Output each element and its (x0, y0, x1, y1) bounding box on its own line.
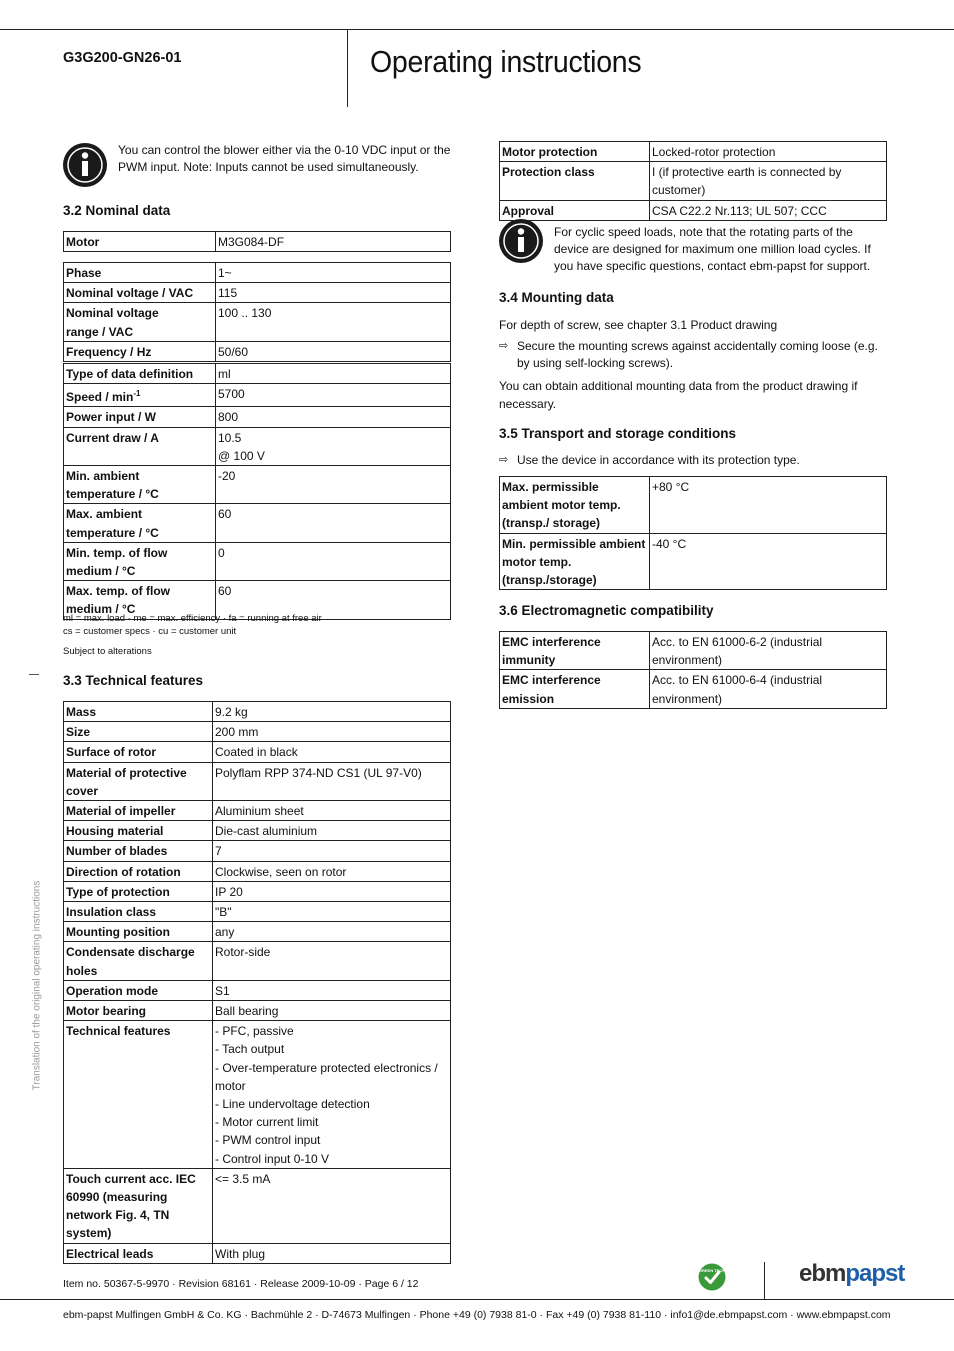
row-label: Min. permissible ambient motor temp. (transp./storage) (500, 533, 650, 590)
row-value: 9.2 kg (213, 702, 451, 722)
data-table (63, 363, 451, 620)
logo-papst: papst (845, 1260, 905, 1287)
row-value: With plug (213, 1243, 451, 1263)
row-value: S1 (213, 980, 451, 1000)
arrow-icon: ⇨ (499, 340, 509, 352)
row-label: Phase (64, 263, 216, 283)
row-label: Min. ambient temperature / °C (64, 466, 216, 504)
row-value: ml (216, 364, 451, 384)
row-value: -20 (216, 466, 451, 504)
logo-ebm: ebm (799, 1260, 846, 1287)
table-row (64, 1168, 451, 1243)
row-label: Frequency / Hz (64, 341, 216, 361)
table-row (64, 1243, 451, 1263)
row-label: Direction of rotation (64, 861, 213, 881)
transport-bullet (499, 452, 889, 469)
subject-to-alterations: Subject to alterations (63, 646, 152, 657)
emc-table (499, 631, 887, 709)
table-row (64, 542, 451, 580)
row-value: 0 (216, 542, 451, 580)
table-row (64, 861, 451, 881)
row-value: Ball bearing (213, 1001, 451, 1021)
row-label: Housing material (64, 821, 213, 841)
row-label: Insulation class (64, 902, 213, 922)
row-label: EMC interference emission (500, 670, 650, 708)
row-value: any (213, 922, 451, 942)
row-value: +80 °C (650, 477, 887, 534)
ebmpapst-logo (799, 1260, 904, 1288)
table-row (64, 821, 451, 841)
row-value: CSA C22.2 Nr.113; UL 507; CCC (650, 200, 887, 220)
row-label: Condensate discharge holes (64, 942, 213, 980)
info-icon-2 (499, 219, 543, 263)
electrical-table (63, 262, 451, 362)
footer-rule (0, 1299, 954, 1300)
row-label: Min. temp. of flow medium / °C (64, 542, 216, 580)
row-value: 50/60 (216, 341, 451, 361)
technical-table (63, 701, 451, 1264)
mounting-data-heading: 3.4 Mounting data (499, 290, 614, 305)
row-label: Operation mode (64, 980, 213, 1000)
sidebar-translation-note: Translation of the original operating instructions (31, 880, 43, 1091)
table-row (64, 263, 451, 283)
info-icon (63, 143, 107, 187)
row-label: Mounting position (64, 922, 213, 942)
green-tech-badge (698, 1263, 726, 1291)
table-row (64, 504, 451, 542)
row-value: 60 (216, 581, 451, 619)
row-value: Coated in black (213, 742, 451, 762)
row-value: -40 °C (650, 533, 887, 590)
row-label: Nominal voltage range / VAC (64, 303, 216, 341)
table-row (64, 702, 451, 722)
arrow-icon: ⇨ (499, 454, 509, 466)
table-row (64, 801, 451, 821)
table-row (64, 902, 451, 922)
legend-line-2: cs = customer specs · cu = customer unit (63, 626, 237, 637)
table-row (500, 162, 887, 200)
table-row (64, 303, 451, 341)
row-value: 7 (213, 841, 451, 861)
table-row (64, 942, 451, 980)
table-row (500, 533, 887, 590)
transport-table (499, 476, 887, 590)
row-value: "B" (213, 902, 451, 922)
table-row (64, 980, 451, 1000)
mounting-text-1: For depth of screw, see chapter 3.1 Product drawing (499, 318, 778, 332)
row-label: Motor (64, 232, 216, 252)
row-label: Technical features (64, 1021, 213, 1169)
row-label: Speed / $\min^{-1}$ (64, 384, 216, 407)
table-row (64, 427, 451, 465)
row-label: Nominal voltage / VAC (64, 283, 216, 303)
protection-table (499, 141, 887, 221)
row-label: Material of protective cover (64, 762, 213, 800)
row-value: 10.5 @ 100 V (216, 427, 451, 465)
row-value: Die-cast aluminium (213, 821, 451, 841)
row-value: 115 (216, 283, 451, 303)
doc-code: G3G200-GN26-01 (63, 50, 182, 66)
cyclic-load-note: For cyclic speed loads, note that the rotating parts of the device are designed for maximum one million load cycles. If you have specific questions, contact ebm-papst for support. (554, 225, 871, 273)
table-row (500, 632, 887, 670)
row-value: 800 (216, 407, 451, 427)
row-label: Mass (64, 702, 213, 722)
margin-mark (29, 674, 39, 675)
row-label: Max. ambient temperature / °C (64, 504, 216, 542)
table-row (64, 232, 451, 252)
row-value: Locked-rotor protection (650, 142, 887, 162)
table-row (64, 283, 451, 303)
row-value: 200 mm (213, 722, 451, 742)
row-value: 100 .. 130 (216, 303, 451, 341)
motor-table (63, 231, 451, 252)
table-row (64, 1021, 451, 1169)
legend-line-1: ml = max. load · me = max. efficiency · fa = running at free air (63, 613, 322, 624)
transport-bullet-text: Use the device in accordance with its protection type. (517, 453, 800, 467)
row-value: <= 3.5 mA (213, 1168, 451, 1243)
row-label: Current draw / A (64, 427, 216, 465)
row-label: Protection class (500, 162, 650, 200)
row-label: Electrical leads (64, 1243, 213, 1263)
row-value: I (if protective earth is connected by customer) (650, 162, 887, 200)
row-label: Material of impeller (64, 801, 213, 821)
top-rule (0, 29, 954, 30)
table-row (64, 341, 451, 361)
row-value: Polyflam RPP 374-ND CS1 (UL 97-V0) (213, 762, 451, 800)
row-label: Max. permissible ambient motor temp. (transp./ storage) (500, 477, 650, 534)
row-label: Type of data definition (64, 364, 216, 384)
badge-text: GREEN TECH (698, 1268, 726, 1273)
table-row (64, 922, 451, 942)
row-label: Max. temp. of flow medium / °C (64, 581, 216, 619)
table-row (64, 1001, 451, 1021)
row-label: Touch current acc. IEC 60990 (measuring network Fig. 4, TN system) (64, 1168, 213, 1243)
mounting-bullet (499, 338, 889, 372)
mounting-bullet-text: Secure the mounting screws against accidentally coming loose (e.g. by using self-locking screws). (517, 339, 878, 370)
table-row (500, 477, 887, 534)
table-row (500, 200, 887, 220)
mounting-text-2: You can obtain additional mounting data from the product drawing if necessary. (499, 379, 858, 411)
header-divider (347, 29, 348, 107)
row-value: - PFC, passive - Tach output - Over-temperature protected electronics / motor - Line undervoltage detection - Motor current limit - PWM control input - Control input 0-10 V (213, 1021, 451, 1169)
row-label: Power input / W (64, 407, 216, 427)
page-title: Operating instructions (370, 44, 642, 79)
row-label: Approval (500, 200, 650, 220)
row-value: Acc. to EN 61000-6-4 (industrial environment) (650, 670, 887, 708)
row-label: Motor protection (500, 142, 650, 162)
table-row (64, 407, 451, 427)
emc-heading: 3.6 Electromagnetic compatibility (499, 603, 714, 618)
row-label: Number of blades (64, 841, 213, 861)
table-row (64, 742, 451, 762)
table-row (500, 142, 887, 162)
table-row (64, 384, 451, 407)
row-value: Clockwise, seen on rotor (213, 861, 451, 881)
transport-heading: 3.5 Transport and storage conditions (499, 426, 737, 441)
footer-divider (764, 1262, 765, 1300)
row-label: Size (64, 722, 213, 742)
technical-features-heading: 3.3 Technical features (63, 673, 204, 688)
nominal-data-heading: 3.2 Nominal data (63, 203, 171, 218)
table-row (64, 364, 451, 384)
row-value: 5700 (216, 384, 451, 407)
row-label: EMC interference immunity (500, 632, 650, 670)
company-line: ebm-papst Mulfingen GmbH & Co. KG · Bachmühle 2 · D-74673 Mulfingen · Phone +49 (0) 7938 81-0 · Fax +49 (0) 7938 81-110 · info1@de.ebmpapst.com · www.ebmpapst.com (63, 1309, 891, 1321)
table-row (64, 466, 451, 504)
item-line: Item no. 50367-5-9970 · Revision 68161 · Release 2009-10-09 · Page 6 / 12 (63, 1278, 419, 1290)
table-row (500, 670, 887, 708)
row-value: Rotor-side (213, 942, 451, 980)
row-value: 1~ (216, 263, 451, 283)
row-label: Type of protection (64, 881, 213, 901)
table-row (64, 881, 451, 901)
row-value: Acc. to EN 61000-6-2 (industrial environment) (650, 632, 887, 670)
row-label: Surface of rotor (64, 742, 213, 762)
row-value: IP 20 (213, 881, 451, 901)
info-note: You can control the blower either via the 0-10 VDC input or the PWM input. Note: Inputs cannot be used simultaneously. (118, 143, 451, 174)
row-value: Aluminium sheet (213, 801, 451, 821)
row-value: 60 (216, 504, 451, 542)
table-row (64, 722, 451, 742)
table-row (64, 841, 451, 861)
row-label: Motor bearing (64, 1001, 213, 1021)
row-value: M3G084-DF (216, 232, 451, 252)
table-row (64, 762, 451, 800)
